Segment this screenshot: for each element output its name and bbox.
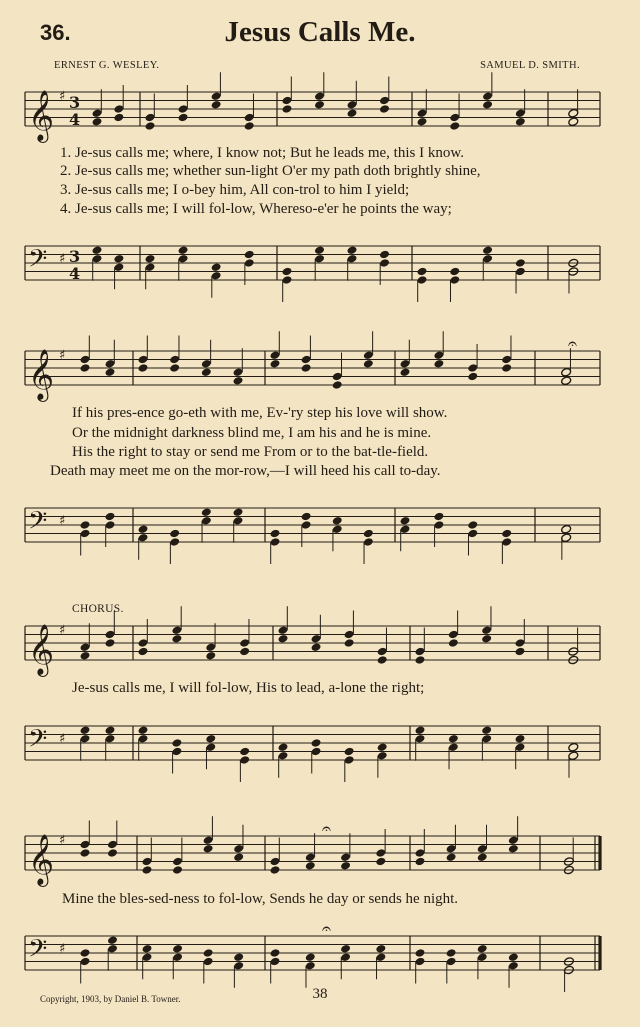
time-signature-bottom: 4 — [69, 110, 81, 129]
sharp-icon: ♯ — [59, 731, 66, 747]
notehead — [203, 948, 214, 958]
notehead — [142, 865, 153, 875]
sharp-icon: ♯ — [59, 251, 66, 267]
notehead — [80, 651, 91, 661]
notehead — [363, 529, 374, 539]
time-signature-top: 3 — [69, 93, 81, 112]
notehead — [568, 742, 579, 752]
notehead — [332, 380, 343, 390]
verse-2-line-1: 2. Je-sus calls me; whether sun-light O'er my path doth brightly shine, — [60, 163, 481, 179]
sharp-icon: ♯ — [59, 513, 66, 529]
notehead — [311, 738, 322, 748]
notehead — [482, 245, 493, 255]
system-2-treble-staff — [0, 334, 640, 400]
notehead — [314, 100, 325, 110]
system-3-treble-staff — [0, 620, 640, 675]
notehead — [105, 725, 116, 735]
notehead — [201, 507, 212, 517]
copyright-notice: Copyright, 1903, by Daniel B. Towner. — [40, 994, 181, 1004]
notehead — [344, 638, 355, 648]
bass-clef-icon: 𝄢 — [28, 934, 48, 970]
notehead — [515, 734, 526, 744]
notehead — [80, 948, 91, 958]
notehead — [561, 524, 572, 534]
system-4-treble-staff — [0, 819, 640, 885]
verse-1-line-1: 1. Je-sus calls me; where, I know not; But he leads me, this I know. — [60, 145, 464, 161]
notehead — [446, 948, 457, 958]
notehead — [301, 363, 312, 373]
notehead — [347, 245, 358, 255]
notehead — [433, 359, 444, 369]
notehead — [138, 363, 149, 373]
fermata-icon: 𝄐 — [322, 819, 331, 838]
verse-1-line-2: If his pres-ence go-eth with me, Ev-'ry step his love will show. — [72, 405, 448, 421]
notehead — [270, 948, 281, 958]
notehead — [211, 262, 222, 272]
notehead — [92, 117, 103, 127]
hymn-title: Jesus Calls Me. — [224, 16, 416, 48]
notehead — [415, 655, 426, 665]
notehead — [568, 117, 579, 127]
notehead — [508, 844, 519, 854]
sharp-icon: ♯ — [59, 941, 66, 957]
time-signature-top: 3 — [69, 247, 81, 266]
verse-3-line-2: His the right to stay or send me From or to the bat-tle-field. — [72, 444, 429, 460]
sharp-icon: ♯ — [59, 89, 66, 104]
notehead — [105, 367, 116, 377]
notehead — [417, 267, 428, 277]
notehead — [105, 512, 116, 522]
notehead — [314, 245, 325, 255]
notehead — [171, 634, 182, 644]
notehead — [379, 250, 390, 260]
notehead — [138, 524, 149, 534]
notehead — [467, 372, 478, 382]
verse-4-line-2: Death may meet me on the mor-row,—I will heed his call to-day. — [50, 463, 441, 479]
notehead — [332, 516, 343, 526]
sharp-icon: ♯ — [59, 623, 66, 638]
notehead — [363, 359, 374, 369]
notehead — [482, 100, 493, 110]
notehead — [340, 861, 351, 871]
notehead — [138, 647, 149, 657]
notehead — [375, 857, 386, 867]
treble-clef-icon: 𝄞 — [28, 834, 55, 885]
notehead — [270, 865, 281, 875]
notehead — [282, 104, 293, 114]
notehead — [467, 520, 478, 530]
notehead — [233, 952, 244, 962]
bass-clef-icon: 𝄢 — [28, 506, 48, 542]
verse-4-line-1: 4. Je-sus calls me; I will fol-low, Whereso-e'er he points the way; — [60, 201, 452, 217]
system-2-bass-staff — [0, 502, 640, 550]
chorus-label: CHORUS. — [72, 603, 124, 615]
time-signature-bottom: 4 — [69, 264, 81, 283]
sharp-icon: ♯ — [59, 348, 66, 363]
notehead — [107, 848, 118, 858]
sharp-icon: ♯ — [59, 833, 66, 848]
notehead — [80, 520, 91, 530]
notehead — [233, 376, 244, 386]
system-1-bass-staff — [0, 240, 640, 288]
notehead — [561, 376, 572, 386]
verse-2-line-2: Or the midnight darkness blind me, I am his and he is mine. — [72, 425, 432, 441]
notehead — [400, 516, 411, 526]
composer-credit: SAMUEL D. SMITH. — [480, 60, 580, 71]
notehead — [477, 944, 488, 954]
notehead — [211, 100, 222, 110]
notehead — [203, 844, 214, 854]
notehead — [169, 363, 180, 373]
treble-clef-icon: 𝄞 — [28, 349, 55, 400]
notehead — [244, 250, 255, 260]
notehead — [311, 642, 322, 652]
notehead — [515, 647, 526, 657]
notehead — [270, 359, 281, 369]
notehead — [448, 638, 459, 648]
notehead — [340, 944, 351, 954]
notehead — [178, 113, 189, 123]
notehead — [481, 725, 492, 735]
notehead — [449, 267, 460, 277]
notehead — [305, 861, 316, 871]
notehead — [481, 634, 492, 644]
system-4-bass-staff — [0, 919, 640, 978]
notehead — [205, 651, 216, 661]
notehead — [270, 529, 281, 539]
notehead — [169, 529, 180, 539]
notehead — [113, 113, 124, 123]
fermata-icon: 𝄐 — [322, 919, 331, 938]
system-1-treble-staff — [0, 86, 640, 141]
notehead — [501, 529, 512, 539]
notehead — [113, 254, 124, 264]
notehead — [415, 725, 426, 735]
notehead — [178, 245, 189, 255]
notehead — [375, 944, 386, 954]
notehead — [477, 852, 488, 862]
notehead — [145, 254, 156, 264]
notehead — [501, 363, 512, 373]
notehead — [233, 507, 244, 517]
notehead — [233, 852, 244, 862]
lyricist-credit: ERNEST G. WESLEY. — [54, 60, 160, 71]
notehead — [433, 512, 444, 522]
notehead — [145, 121, 156, 131]
notehead — [205, 734, 216, 744]
notehead — [172, 944, 183, 954]
fermata-icon: 𝄐 — [568, 334, 577, 353]
hymn-number: 36. — [40, 20, 71, 45]
notehead — [446, 852, 457, 862]
system-3-bass-staff — [0, 720, 640, 768]
notehead — [448, 734, 459, 744]
notehead — [80, 848, 91, 858]
notehead — [282, 267, 293, 277]
page-number: 38 — [312, 986, 328, 1002]
notehead — [301, 512, 312, 522]
chorus-line-2: Mine the bles-sed-ness to fol-low, Sends he day or sends he night. — [62, 891, 459, 907]
notehead — [415, 948, 426, 958]
chorus-line-1: Je-sus calls me, I will fol-low, His to lead, a-lone the right; — [72, 680, 425, 696]
notehead — [400, 367, 411, 377]
notehead — [379, 104, 390, 114]
notehead — [305, 952, 316, 962]
bass-clef-icon: 𝄢 — [28, 724, 48, 760]
notehead — [107, 935, 118, 945]
notehead — [80, 725, 91, 735]
notehead — [92, 245, 103, 255]
notehead — [347, 108, 358, 118]
notehead — [449, 121, 460, 131]
notehead — [417, 117, 428, 127]
notehead — [515, 117, 526, 127]
treble-clef-icon: 𝄞 — [28, 624, 55, 675]
notehead — [138, 725, 149, 735]
notehead — [105, 638, 116, 648]
notehead — [377, 655, 388, 665]
notehead — [344, 747, 355, 757]
notehead — [239, 747, 250, 757]
notehead — [278, 634, 289, 644]
notehead — [142, 944, 153, 954]
notehead — [80, 363, 91, 373]
notehead — [244, 121, 255, 131]
notehead — [201, 367, 212, 377]
notehead — [377, 742, 388, 752]
verse-3-line-1: 3. Je-sus calls me; I o-bey him, All con-trol to him I yield; — [60, 182, 410, 198]
treble-clef-icon: 𝄞 — [28, 90, 55, 141]
notehead — [278, 742, 289, 752]
notehead — [508, 952, 519, 962]
bass-clef-icon: 𝄢 — [28, 244, 48, 280]
notehead — [415, 857, 426, 867]
notehead — [239, 647, 250, 657]
notehead — [515, 258, 526, 268]
notehead — [172, 865, 183, 875]
notehead — [171, 738, 182, 748]
